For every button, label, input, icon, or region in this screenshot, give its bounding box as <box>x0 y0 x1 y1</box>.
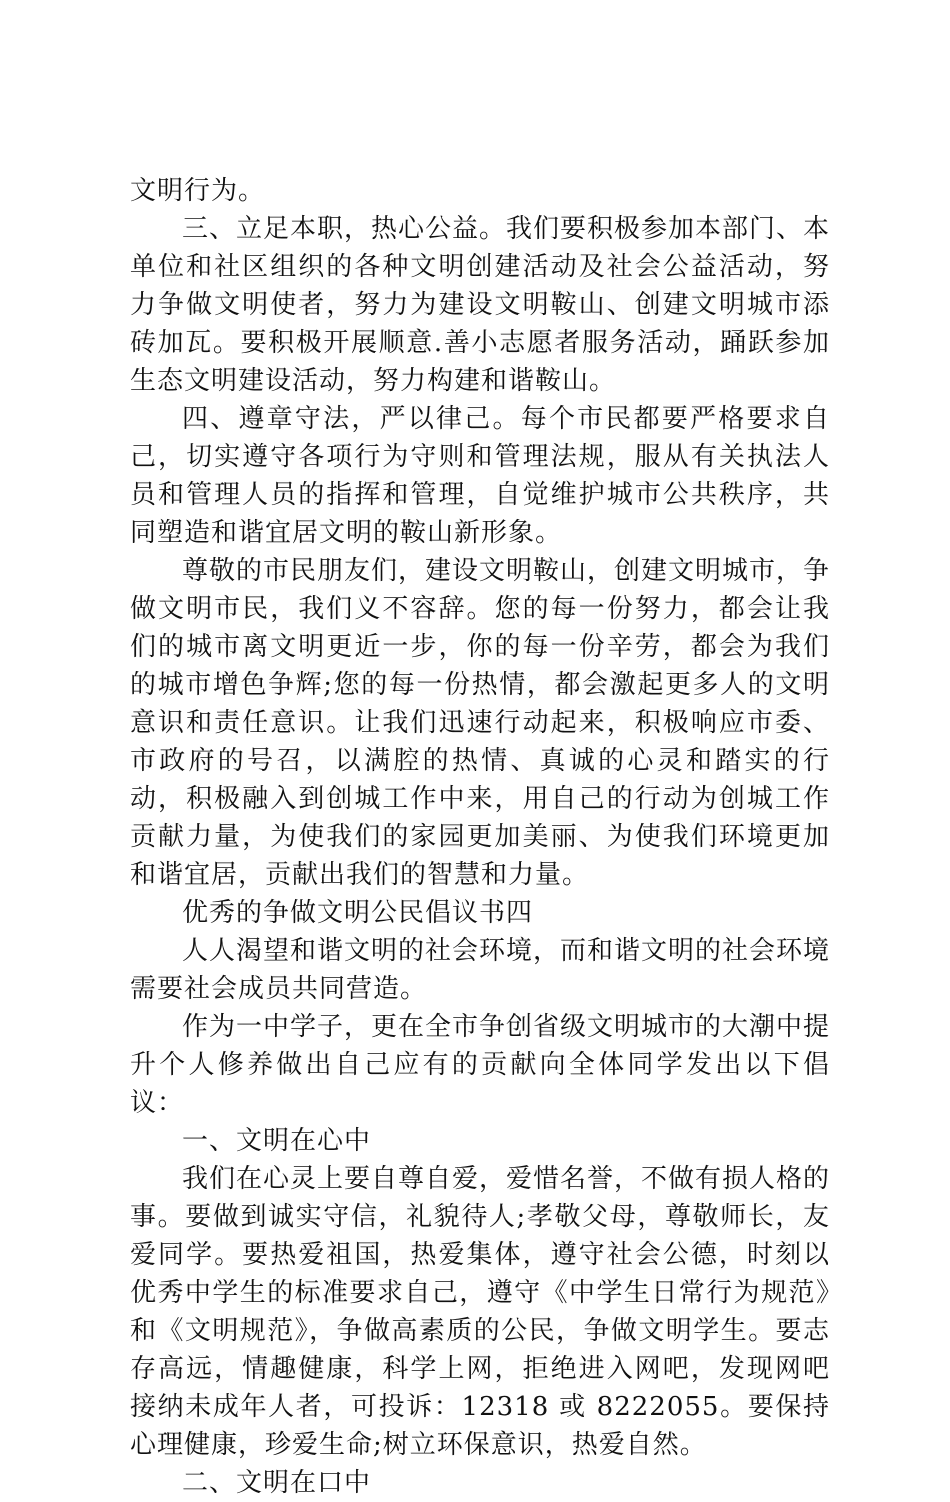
paragraph-civility-in-heart: 我们在心灵上要自尊自爱，爱惜名誉，不做有损人格的事。要做到诚实守信，礼貌待人;孝敬父母，尊敬师长，友爱同学。要热爱祖国，热爱集体，遵守社会公德，时刻以优秀中学生的标准要求自己，遵守《中学生日常行为规范》和《文明规范》，争做高素质的公民，争做文明学生。要志存高远，情趣健康，科学上网，拒绝进入网吧，发现网吧接纳未成年人者，可投诉：12318 或 8222055。要保持心理健康，珍爱生命;树立环保意识，热爱自然。 <box>130 1164 831 1460</box>
paragraph-continuation: 文明行为。 <box>130 176 266 206</box>
subheading-civility-in-speech: 二、文明在口中 <box>182 1468 372 1498</box>
document-body <box>130 172 830 1502</box>
subheading-civility-in-heart: 一、文明在心中 <box>182 1126 372 1156</box>
paragraph-item-three: 三、立足本职，热心公益。我们要积极参加本部门、本单位和社区组织的各种文明创建活动及社会公益活动，努力争做文明使者，努力为建设文明鞍山、创建文明城市添砖加瓦。要积极开展顺意.善小志愿者服务活动，踊跃参加生态文明建设活动，努力构建和谐鞍山。 <box>130 214 831 396</box>
paragraph-proposal: 作为一中学子，更在全市争创省级文明城市的大潮中提升个人修养做出自己应有的贡献向全体同学发出以下倡议： <box>130 1012 831 1118</box>
paragraph-item-four: 四、遵章守法，严以律己。每个市民都要严格要求自己，切实遵守各项行为守则和管理法规，服从有关执法人员和管理人员的指挥和管理，自觉维护城市公共秩序，共同塑造和谐宜居文明的鞍山新形象。 <box>130 404 830 548</box>
section-heading: 优秀的争做文明公民倡议书四 <box>182 898 534 928</box>
paragraph-appeal: 尊敬的市民朋友们，建设文明鞍山，创建文明城市，争做文明市民，我们义不容辞。您的每一份努力，都会让我们的城市离文明更近一步，你的每一份辛劳，都会为我们的城市增色争辉;您的每一份热情，都会激起更多人的文明意识和责任意识。让我们迅速行动起来，积极响应市委、市政府的号召，以满腔的热情、真诚的心灵和踏实的行动，积极融入到创城工作中来，用自己的行动为创城工作贡献力量，为使我们的家园更加美丽、为使我们环境更加和谐宜居，贡献出我们的智慧和力量。 <box>130 556 831 890</box>
paragraph-intro: 人人渴望和谐文明的社会环境，而和谐文明的社会环境需要社会成员共同营造。 <box>130 936 831 1004</box>
